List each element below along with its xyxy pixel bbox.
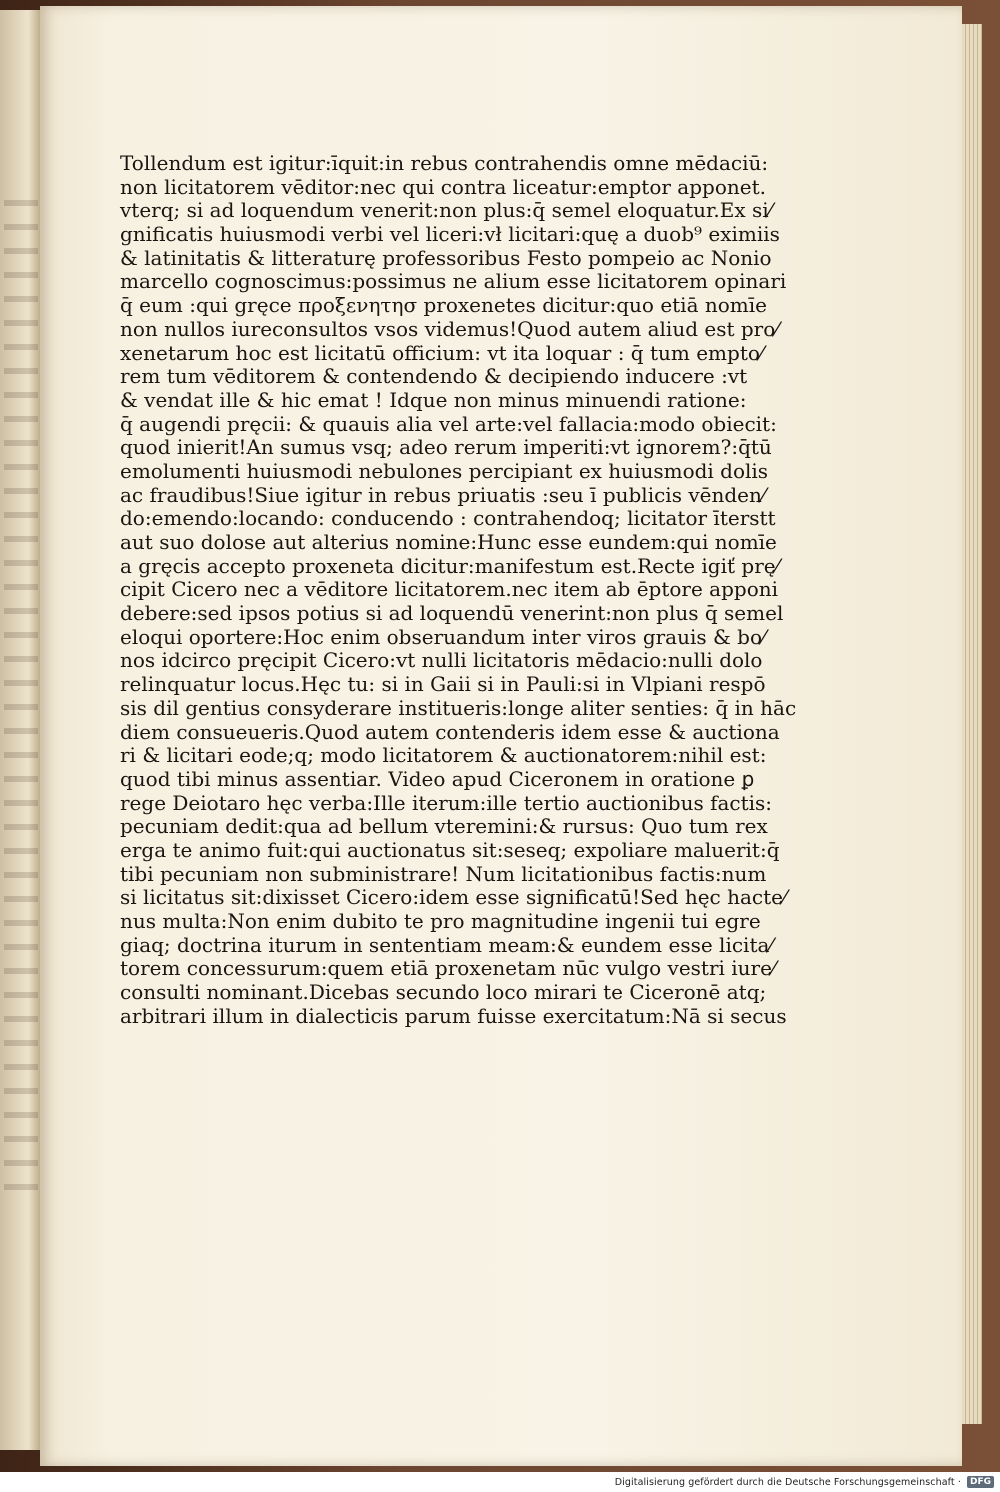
dfg-logo: DFG [967,1476,994,1488]
text-line: vterq; si ad loquendum venerit:non plus:q̄ semel eloquatur.Ex si⁄ [120,198,772,223]
text-line: quod tibi minus assentiar. Video apud Ciceronem in oratione ꝑ [120,766,755,791]
text-line: non nullos iureconsultos vsos videmus!Quod autem aliud est pro⁄ [120,316,779,341]
text-line: giaq; doctrina iturum in sententiam meam:& eundem esse licita⁄ [120,932,773,957]
text-line: consulti nominant.Dicebas secundo loco mirari te Ciceronē atq; [120,980,767,1005]
text-line: & latinitatis & litteraturę professoribus Festo pompeio ac Nonio [120,245,772,270]
text-line: & vendat ille & hic emat ! Idque non minus minuendi ratione: [120,387,747,412]
footer-bar [0,1472,1000,1492]
text-line: q̄ augendi pręcii: & quauis alia vel arte:vel fallacia:modo obiecit: [120,411,777,436]
text-block [120,151,797,1028]
text-line: debere:sed ipsos potius si ad loquendū venerint:non plus q̄ semel [120,601,784,626]
text-line: nos idcirco pręcipit Cicero:vt nulli licitatoris mēdacio:nulli dolo [120,648,763,673]
text-line: cipit Cicero nec a vēditore licitatorem.nec item ab ēptore apponi [120,577,779,602]
page-edges-right [962,24,982,1424]
text-line: torem concessurum:quem etiā proxenetam nūc vulgo vestri iure⁄ [120,956,776,981]
footer-credit: Digitalisierung gefördert durch die Deutsche Forschungsgemeinschaft · [614,1476,961,1488]
text-line: xenetarum hoc est licitatū officium: vt ita loquar : q̄ tum empto⁄ [120,340,764,365]
text-line: ri & licitari eode;q; modo licitatorem & auctionatorem:nihil est: [120,743,767,768]
text-line: diem consueueris.Quod autem contenderis idem esse & auctiona [120,719,780,744]
text-line: non licitatorem vēditor:nec qui contra liceatur:emptor apponet. [120,174,766,199]
text-line: sis dil gentius consyderare institueris:longe aliter senties: q̄ in hāc [120,695,797,720]
text-line: erga te animo fuit:qui auctionatus sit:seseq; expoliare maluerit:q̄ [120,837,780,862]
text-line: eloqui oportere:Hoc enim obseruandum inter viros grauis & bo⁄ [120,624,766,649]
text-line: rem tum vēditorem & contendendo & decipiendo inducere :vt [120,364,748,389]
text-line: arbitrari illum in dialecticis parum fuisse exercitatum:Nā si secus [120,1003,787,1028]
text-line: aut suo dolose aut alterius nomine:Hunc esse eundem:qui nomīe [120,530,777,554]
text-line: marcello cognoscimus:possimus ne alium esse licitatorem opinari [120,269,787,294]
text-line: do:emendo:locando: conducendo : contrahendoq; licitator īterstt [120,506,776,531]
text-line: tibi pecuniam non subministrare! Num licitationibus factis:num [120,861,767,886]
text-line: Tollendum est igitur:īquit:in rebus contrahendis omne mēdaciū: [120,151,769,175]
text-line: relinquatur locus.Hęc tu: si in Gaii si in Pauli:si in Vlpiani respō [120,672,766,697]
text-line: gnificatis huiusmodi verbi vel liceri:vł licitari:quę a duob⁹ eximiis [120,222,780,247]
text-line: si licitatus sit:dixisset Cicero:idem esse significatū!Sed hęc hacte⁄ [120,885,787,910]
text-line: pecuniam dedit:qua ad bellum vteremini:& rursus: Quo tum rex [120,814,768,839]
left-page-ghost-text [4,200,38,1200]
text-line: a gręcis accepto proxeneta dicitur:manifestum est.Recte igiť prę⁄ [120,553,779,578]
text-line: q̄ eum :qui gręce προξενητησ proxenetes dicitur:quo etiā nomīe [120,293,767,318]
left-page-edge [0,10,42,1450]
text-line: quod inierit!An sumus vsq; adeo rerum imperiti:vt ignorem?:q̄tū [120,435,772,460]
text-line: emolumenti huiusmodi nebulones percipiant ex huiusmodi dolis [120,458,769,483]
text-line: nus multa:Non enim dubito te pro magnitudine ingenii tui egre [120,909,761,933]
text-line: rege Deiotaro hęc verba:Ille iterum:ille tertio auctionibus factis: [120,790,773,815]
text-line: ac fraudibus!Siue igitur in rebus priuatis :seu ī publicis vēnden⁄ [120,482,766,507]
